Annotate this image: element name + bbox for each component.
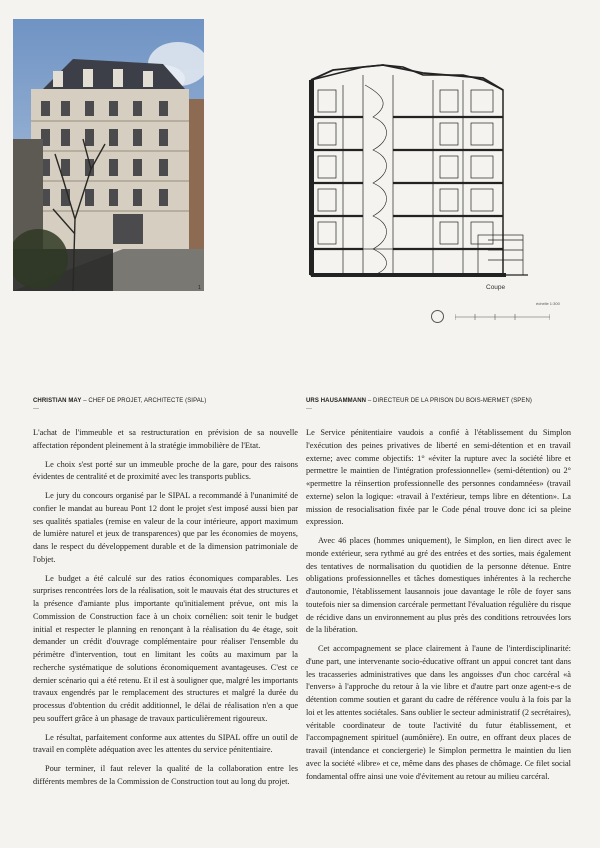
text-column-right	[306, 427, 571, 789]
paragraph: Cet accompagnement se place clairement à l'aune de l'interdisciplinarité: d'une part, une intervenante socio-éducative offrant un appui concret tant dans les tracasseries administratives que dans les angoisses d'un choc carcéral «à l'envers» à l'approche du retour à la vie libre et d'autre part onze agent-e-s de détention comme soutien et garant du cadre de référence voulu à la fois par la loi et les attentes sociétales. Sans oublier le secteur administratif (2 secrétaires), véritable coordinateur de toute l'activité du futur établissement, et l'accompagnement spirituel (aumônière). En outre, en offrant deux places de travail (intendance et conciergerie) le Simplon permettra le maintien du lien avec la société «libre» et ce, même dans des phases de chômage. Ce filet social fondamental offre ainsi une voie d'évitement au retour au milieu carcéral.	[306, 644, 571, 781]
photo-number: 1	[198, 285, 201, 291]
text-column-left	[33, 427, 298, 795]
scale-label: échelle 1:300	[536, 301, 560, 306]
author-name: URS HAUSAMMANN	[306, 398, 367, 404]
author-role: – CHEF DE PROJET, ARCHITECTE (SIPAL)	[81, 398, 207, 404]
paragraph: Le choix s'est porté sur un immeuble proche de la gare, pour des raisons évidentes de centralité et de proximité avec les transports publics.	[33, 459, 298, 482]
paragraph: Le jury du concours organisé par le SIPAL a recommandé à l'unanimité de confier le mandat au bureau Pont 12 dont le projet s'est imposé aussi bien par ses qualités spatiales (remise en valeur de la cour intérieure, apport maximum de lumière naturel et jeux de transparences) que par les économies de moyens, dans le respect du développement durable et de la dimension patrimoniale de l'objet.	[33, 491, 298, 564]
scale-bar	[455, 310, 550, 324]
paragraph: L'achat de l'immeuble et sa restructuration en prévision de sa nouvelle affectation répondent pleinement à la stratégie immobilière de l'Etat.	[33, 428, 298, 450]
separator: ---	[33, 406, 39, 412]
paragraph: Pour terminer, il faut relever la qualité de la collaboration entre les différents membres de la Commission de Construction tout au long du projet.	[33, 764, 298, 786]
paragraph: Le budget a été calculé sur des ratios économiques comparables. Les surprises rencontrées lors de la réalisation, soit le mauvais état des structures et la présence d'amiante plus importante qu'initialement prévue, ont mis la Commission de Construction face à un choix cornélien: soit tenir le budget initial et respecter le planning en renonçant à la réalisation du 4e étage, soit demander un crédit d'ouvrage complémentaire pour réaliser l'ensemble du périmètre d'intervention, tout en limitant les coûts au maximum par la recherche systématique de solutions économiquement avantageuses. C'est ce dernier scénario qui a été retenu. Et il est à souligner que, malgré les importants travaux engendrés par le remplacement des structures et malgré la durée du processus d'obtention du crédit additionnel, le délai de réalisation n'en a que peu souffert grâce à un phasage de travaux particulièrement rigoureux.	[33, 573, 298, 723]
separator: ---	[306, 406, 312, 412]
author-header-left	[33, 398, 206, 404]
author-header-right	[306, 398, 532, 404]
section-drawing	[303, 45, 528, 290]
author-role: – DIRECTEUR DE LA PRISON DU BOIS-MERMET (SPEN)	[366, 398, 533, 404]
north-arrow-icon	[431, 310, 444, 323]
author-name: CHRISTIAN MAY	[33, 398, 82, 404]
paragraph: Le résultat, parfaitement conforme aux attentes du SIPAL offre un outil de travail en complète adéquation avec les attentes du service pénitentiaire.	[33, 732, 298, 755]
drawing-label: Coupe	[486, 284, 506, 291]
paragraph: Le Service pénitentiaire vaudois a confié à l'établissement du Simplon l'exécution des peines privatives de liberté en semi-détention et en travail externe; avec comme objectifs: 1° «éviter la rupture avec la société libre et permettre le maintien de l'intégration professionnelle» (semi-détention) ou 2° «permettre la réinsertion professionnelle des personnes condamnées» (travail externe) selon la logique: «travail à l'extérieur, temps libre en détention». La mission de resocialisation fixée par le Code pénal trouve donc ici sa pleine expression.	[306, 428, 571, 527]
paragraph: Avec 46 places (hommes uniquement), le Simplon, en lien direct avec le monde extérieur, sera rythmé au gré des entrées et des sorties, mais également des tentatives de normalisation du quotidien de la personne détenue. Entre obligations professionnelles et tâches domestiques inhérentes à la recherche d'autonomie, l'établissement lausannois joue davantage le rôle de foyer sans toutefois nier sa dimension carcérale permettant l'évaluation régulière du risque de récidive dans un environnement au plus près des conditions retrouvées lors de la libération.	[306, 536, 571, 635]
building-photo	[13, 19, 204, 291]
